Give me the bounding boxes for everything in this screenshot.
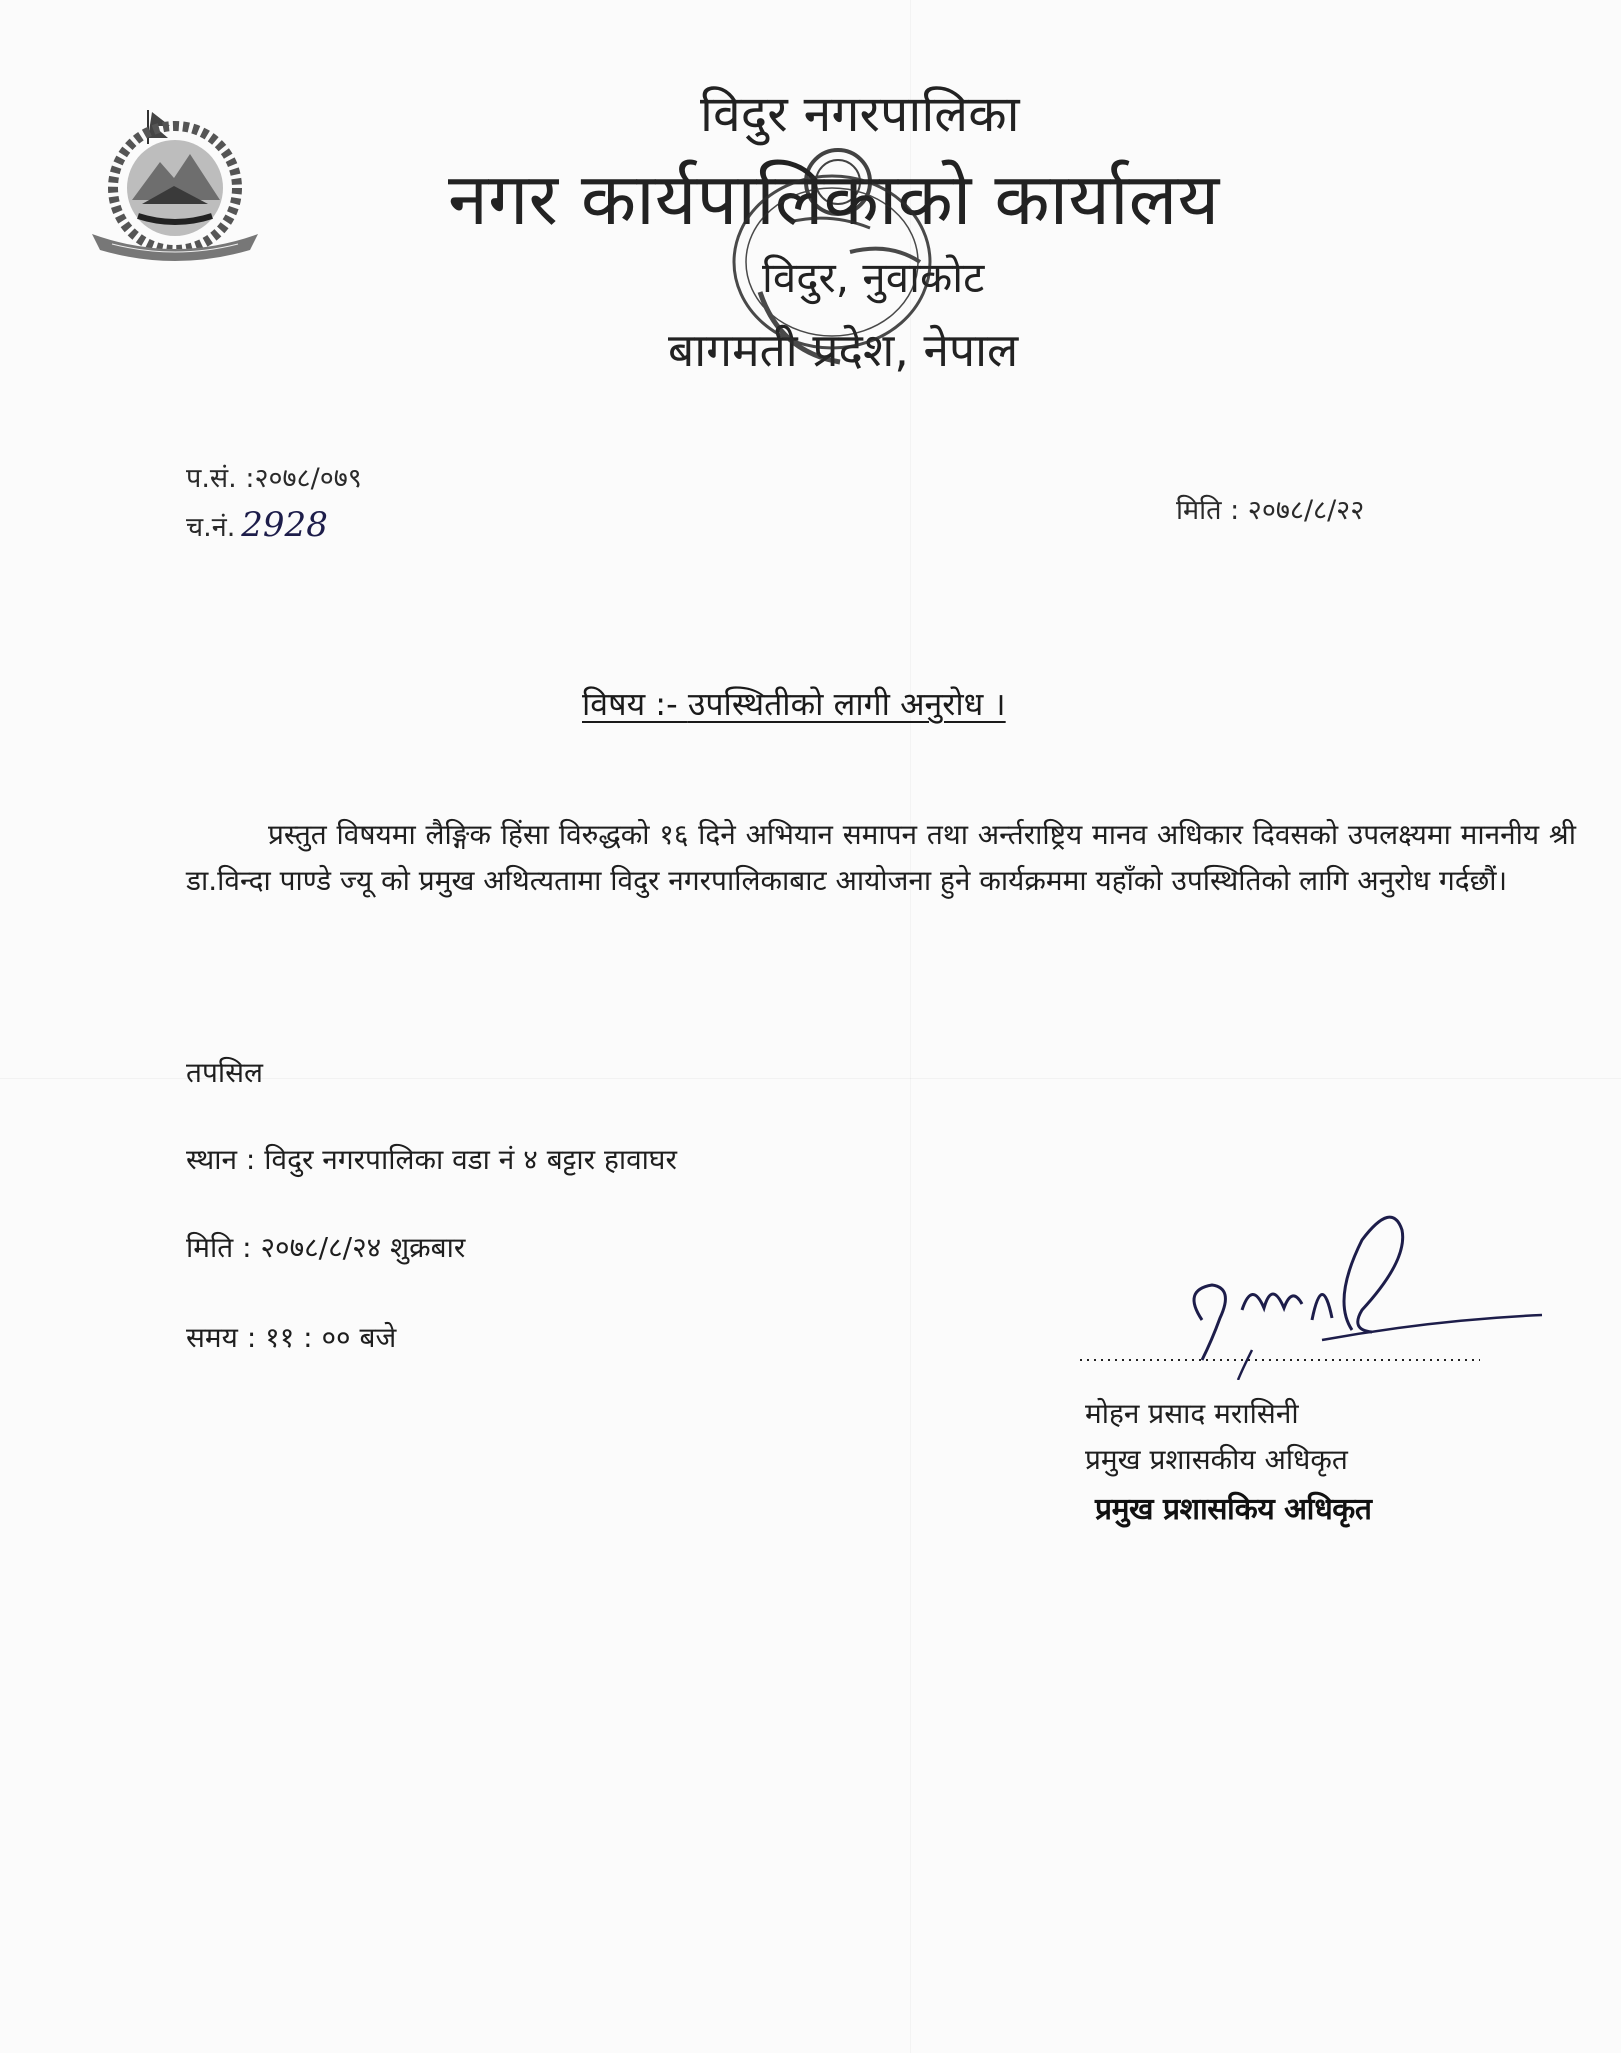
event-place: स्थान : विदुर नगरपालिका वडा नं ४ बट्टार हावाघर: [186, 1143, 677, 1176]
signatory-title: प्रमुख प्रशासकीय अधिकृत: [1085, 1443, 1348, 1476]
ps-label: प.सं. :: [186, 463, 255, 494]
reference-cn: [186, 505, 328, 545]
details-heading: तपसिल: [186, 1056, 264, 1089]
nepal-government-emblem-icon: [82, 104, 268, 264]
letter-body: प्रस्तुत विषयमा लैङ्गिक हिंसा विरुद्धको १६ दिने अभियान समापन तथा अर्न्तराष्ट्रिय मानव अधिकार दिवसको उपलक्ष्यमा माननीय श्री डा.विन्दा पाण्डे ज्यू को प्रमुख अथित्यतामा विदुर नगरपालिकाबाट आयोजना हुने कार्यक्रममा यहाँको उपस्थितिको लागि अनुरोध गर्दछौं।: [186, 818, 1576, 897]
cn-label: च.नं.: [186, 512, 236, 543]
subject-label: विषय :-: [582, 685, 688, 723]
subject-text: उपस्थितीको लागी अनुरोध ।: [687, 685, 1006, 723]
event-date: मिति : २०७८/८/२४ शुक्रबार: [186, 1231, 466, 1264]
municipality-name: विदुर नगरपालिका: [700, 85, 1020, 143]
office-title: नगर कार्यपालिकाको कार्यालय: [448, 157, 1220, 241]
office-province: बागमती प्रदेश, नेपाल: [668, 323, 1019, 377]
signatory-stamp: प्रमुख प्रशासकिय अधिकृत: [1095, 1492, 1372, 1527]
signature-dotted-line: [1080, 1358, 1480, 1362]
signatory-name: मोहन प्रसाद मरासिनी: [1085, 1397, 1299, 1430]
municipality-round-seal-icon: [700, 142, 970, 392]
ps-value: २०७८/०७९: [254, 463, 362, 494]
letter-date: मिति : २०७८/८/२२: [1176, 495, 1365, 526]
reference-ps: [186, 458, 362, 495]
cn-handwritten-value: 2928: [241, 505, 328, 545]
handwritten-signature-icon: [1172, 1200, 1552, 1380]
office-location: विदुर, नुवाकोट: [762, 253, 985, 302]
subject-line: [582, 682, 1006, 725]
event-time: समय : ११ : ०० बजे: [186, 1321, 397, 1354]
